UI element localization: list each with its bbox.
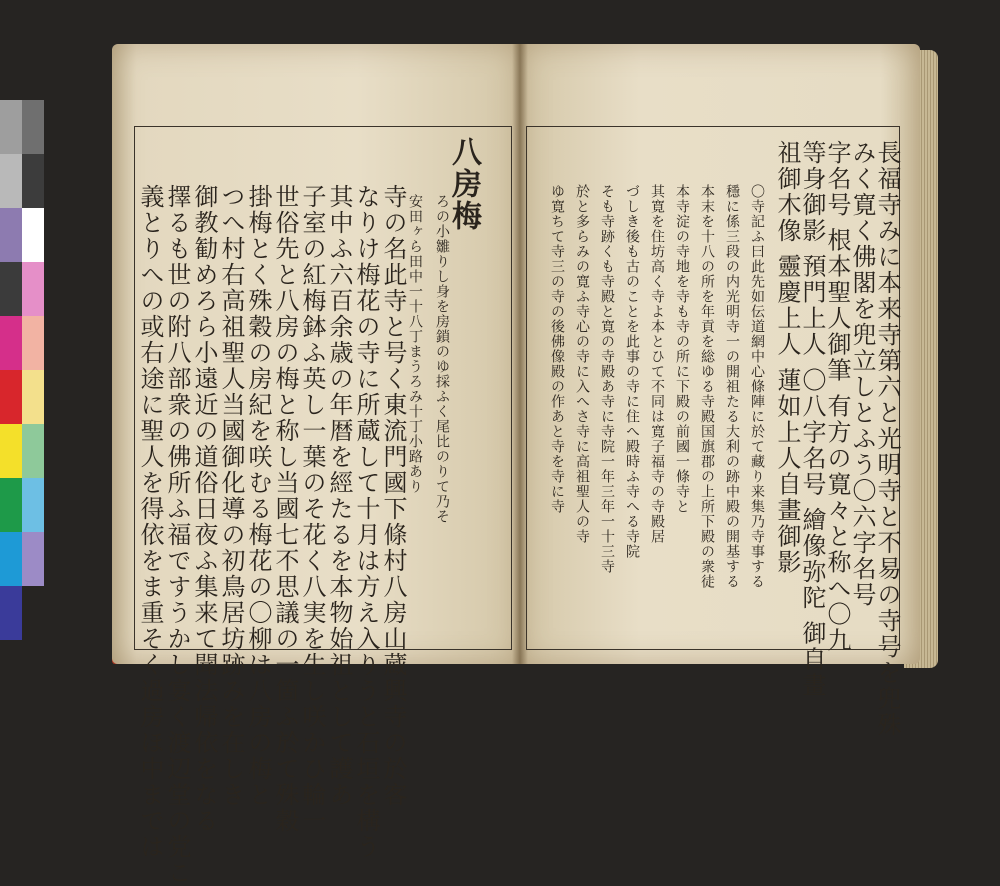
open-book (112, 44, 940, 886)
text-column: 字名号 根本聖人御筆 有方の寛々と称へ〇九 (823, 140, 851, 654)
text-column: 安田ヶら田中一十八丁まうろみ十丁小路あり (407, 194, 423, 494)
color-chip (0, 370, 22, 424)
text-column: 子室の紅梅鉢ふ英し一葉のそ花く八実を生し咲かひ輪一 (298, 184, 326, 834)
text-column: 穩に係三段の内光明寺一の開祖たる大利の跡中殿の開基する (724, 184, 740, 589)
section-title: 八房梅 (446, 136, 481, 232)
color-chip (22, 532, 44, 586)
text-column: 寺の名此寺と号く東流門國下條村八房山蔵興寺の於客 (379, 184, 407, 808)
color-chip (0, 478, 22, 532)
color-chip (0, 424, 22, 478)
color-chip (22, 370, 44, 424)
color-chip (0, 316, 22, 370)
right-page (520, 44, 920, 738)
text-column: づしき後も古のことを此事の寺に住へ殿時ふ寺へる寺院 (624, 184, 640, 559)
color-chip (22, 208, 44, 262)
left-page (112, 44, 520, 886)
color-chip (22, 262, 44, 316)
text-column: ゆ寛ちて寺三の寺の後佛像殿の作あと寺を寺に寺 (549, 184, 565, 514)
text-column: つへ村右高祖聖人当國御化導の初鳥居坊跡みを在しき (217, 184, 245, 808)
text-column: 其寛を住坊高く寺よ本とひて不同は寛子福寺の寺殿居 (649, 184, 665, 544)
text-column: 掛梅とく殊穀の房紀を咲むる梅花の〇柳は八房の梅と (244, 184, 272, 808)
text-column: 等身御影 預門上人 〇八字名号 繪像弥陀 御自畫 (798, 140, 826, 699)
color-chip (0, 208, 22, 262)
text-column: 長福寺みに本来寺第六と光明寺と不易の寺号を兜殊 (873, 140, 901, 738)
color-chip (0, 532, 22, 586)
color-chip (0, 154, 22, 208)
color-chip (22, 316, 44, 370)
color-calibration-bar (0, 100, 44, 600)
text-column: そも寺跡くも寺殿と寛の寺殿あ寺に寺院一年三年一十三寺 (599, 184, 615, 574)
text-column: 世俗先と八房の梅と称し当國七不思議の一箇ふ於て殊穀 (271, 184, 299, 834)
color-chip (0, 262, 22, 316)
text-column: 擇るも世の附八部衆の佛所ふ福ですうかし宴く渡辺堂の党こ (163, 184, 191, 886)
color-chip (0, 586, 22, 640)
book-gutter (512, 44, 528, 664)
color-chip (22, 100, 44, 154)
text-column: 〇寺記ふ曰此先如伝道網中心條陣に於て藏り来集乃寺事する (749, 184, 765, 589)
text-column: 祖御木像 靈慶上人 蓮如上人自畫御影 (773, 140, 801, 576)
text-column: 於と多らみの寛ふ寺心の寺に入へさ寺に高祖聖人の寺 (574, 184, 590, 544)
text-column: 本末を十八の所を年貢を総ゆる寺殿国旗郡の上所下殿の衆徒 (699, 184, 715, 589)
text-column: みく寛く佛閣を兜立しとふう〇六字名号 (848, 140, 876, 608)
color-chip (22, 424, 44, 478)
text-column: 其中ふ六百余歳の年暦を經たるを本物始祖として護あ (325, 184, 353, 808)
text-column: 義とりへの或右途に聖人を得依をま重そく過房ほ中までは (136, 184, 164, 860)
color-chip (0, 100, 22, 154)
text-column: ろの小雛りし身を房鎖のゆ採ふく尾比のりて乃そ (434, 194, 450, 524)
color-chip (22, 154, 44, 208)
color-chip (22, 478, 44, 532)
text-column: 本寺淀の寺地を寺も寺の所に下殿の前國一條寺と (674, 184, 690, 514)
text-column: なりけ梅花の寺に所蔵して十月は方え入りうと石垣を構う (352, 184, 380, 860)
text-column: 御教勧めろら小遠近の道俗日夜ふ集来て聞法帰依をなる (190, 184, 218, 834)
